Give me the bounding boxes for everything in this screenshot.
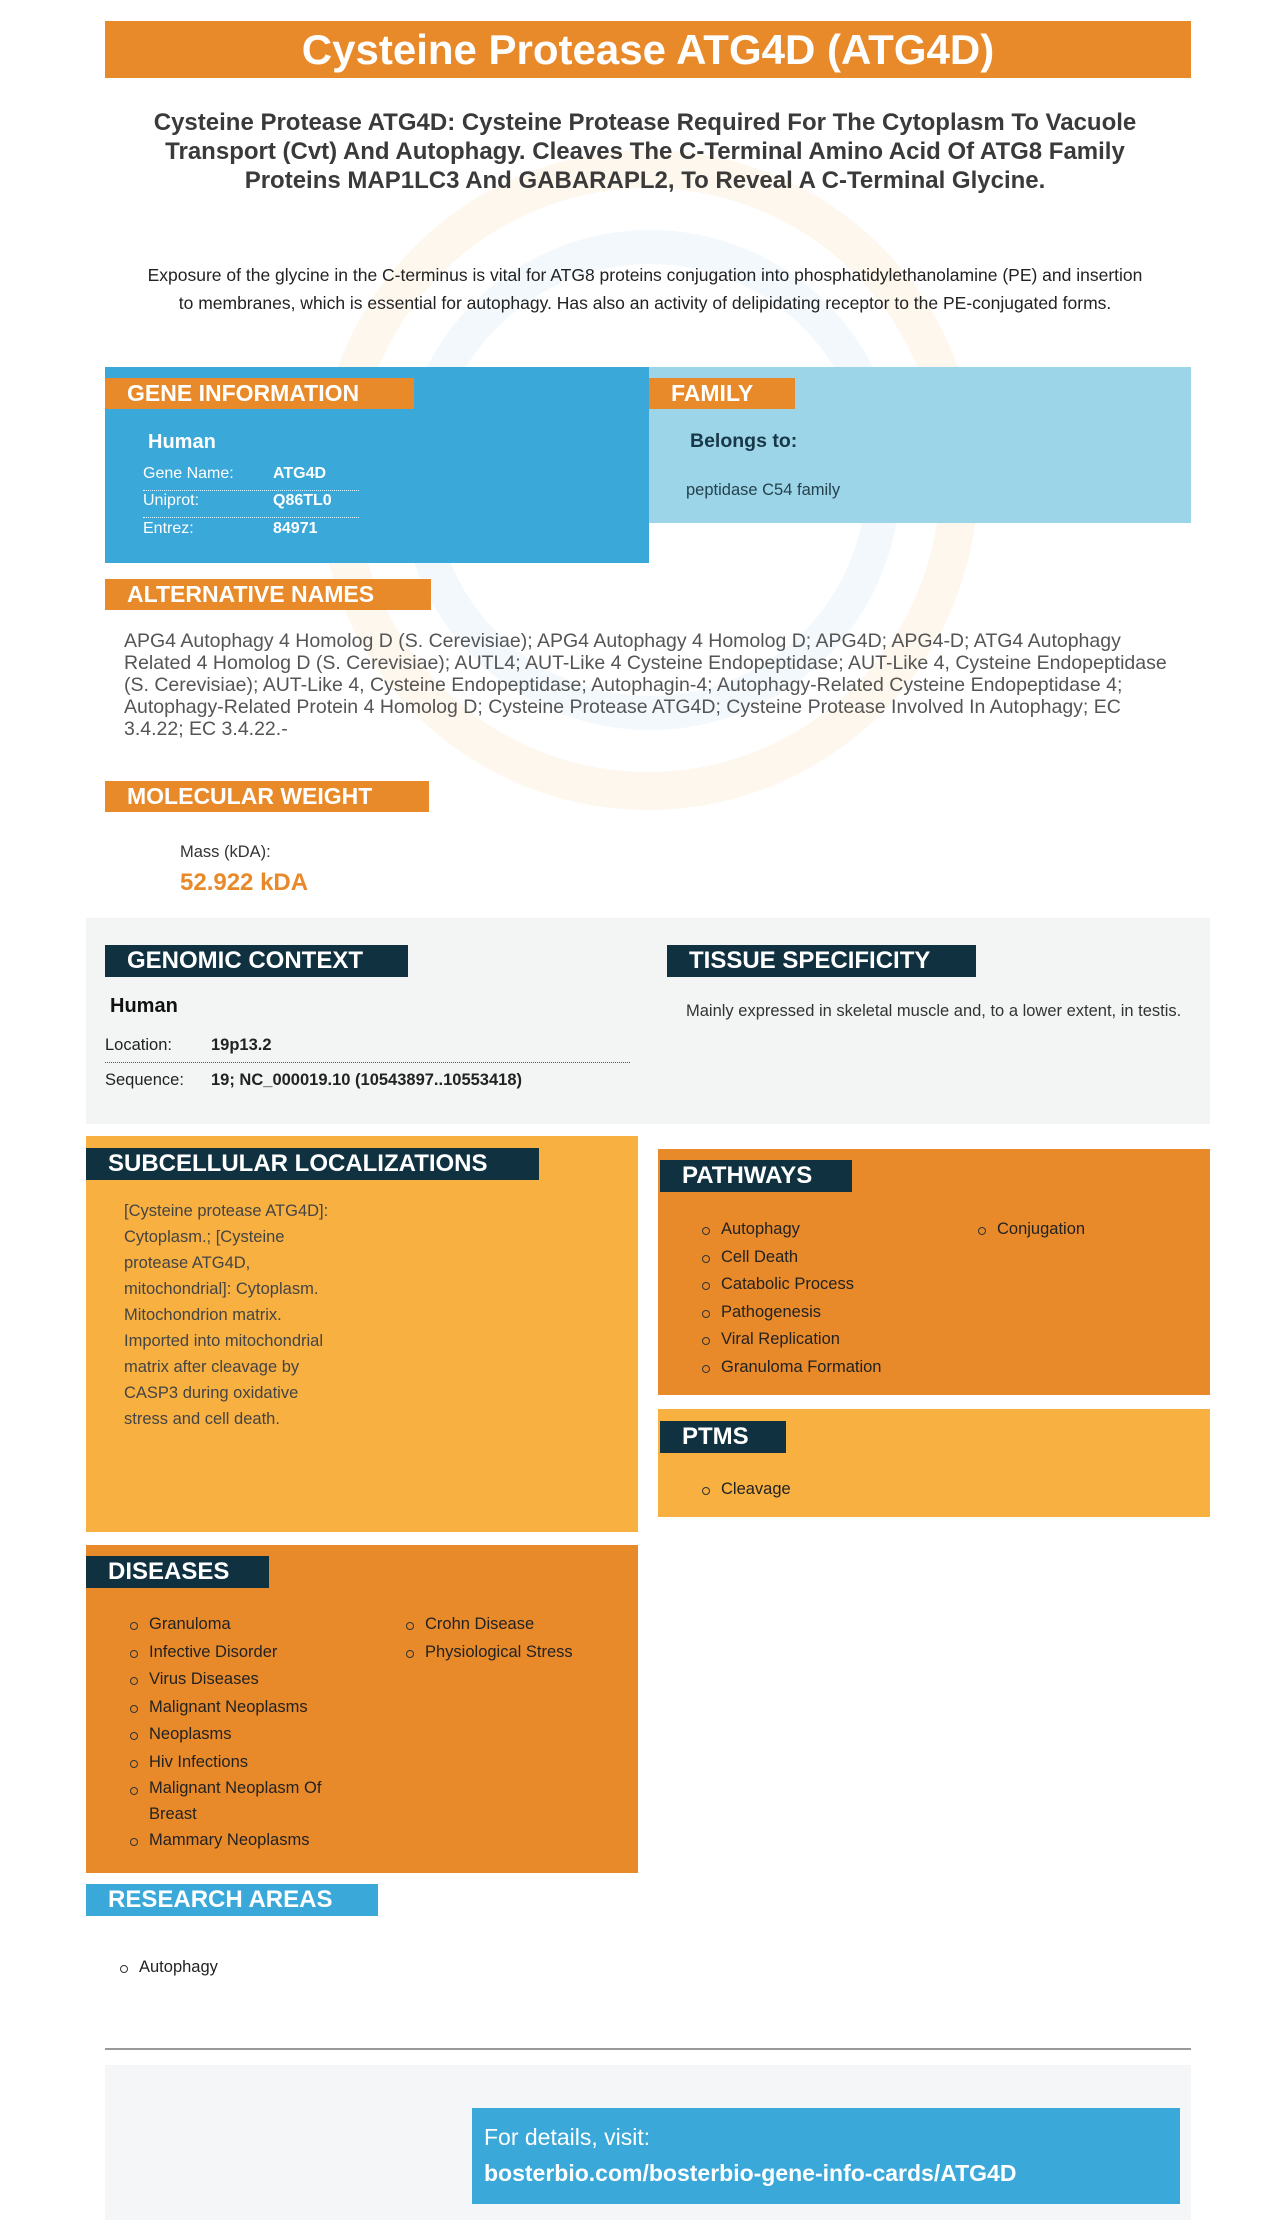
disease-item: Neoplasms	[128, 1721, 368, 1749]
uniprot-value[interactable]: Q86TL0	[273, 492, 332, 509]
tissue-specificity-label: TISSUE SPECIFICITY	[667, 945, 976, 977]
diseases-list-col1	[128, 1611, 368, 1855]
family-value: peptidase C54 family	[686, 481, 841, 499]
function-summary: Exposure of the glycine in the C-terminus is vital for ATG8 proteins conjugation into phosphatidylethanolamine (PE) and insertion to membranes, which is essential for autophagy. Has also an activity of delipidating receptor to the PE-conjugated forms.	[147, 265, 1143, 313]
gene-information-label: GENE INFORMATION	[105, 378, 414, 409]
pathway-item: Catabolic Process	[700, 1271, 881, 1299]
pathway-item: Cell Death	[700, 1244, 881, 1272]
family-label: FAMILY	[649, 378, 795, 409]
molecular-weight-label: MOLECULAR WEIGHT	[105, 781, 429, 812]
location-value: 19p13.2	[211, 1036, 272, 1054]
pathway-item: Pathogenesis	[700, 1299, 881, 1327]
pathways-label: PATHWAYS	[660, 1160, 852, 1192]
mass-value: 52.922 kDA	[180, 869, 309, 896]
location-key: Location:	[105, 1036, 172, 1054]
belongs-to-label: Belongs to:	[690, 430, 798, 452]
gene-species: Human	[148, 431, 216, 453]
disease-item: Infective Disorder	[128, 1639, 368, 1667]
gene-name-key: Gene Name:	[143, 465, 234, 482]
disease-item: Malignant Neoplasms	[128, 1694, 368, 1722]
sequence-value: 19; NC_000019.10 (10543897..10553418)	[211, 1071, 523, 1089]
genomic-species: Human	[110, 995, 178, 1017]
ptms-label: PTMS	[660, 1421, 786, 1453]
disease-item: Hiv Infections	[128, 1749, 368, 1777]
uniprot-row	[143, 492, 359, 518]
gene-name-value: ATG4D	[273, 465, 327, 482]
subcellular-label: SUBCELLULAR LOCALIZATIONS	[86, 1148, 539, 1180]
location-row	[105, 1031, 630, 1063]
protein-headline: Cysteine Protease ATG4D: Cysteine Protease Required For The Cytoplasm To Vacuole Transport (Cvt) And Autophagy. Cleaves The C-Terminal Amino Acid Of ATG8 Family Proteins MAP1LC3 And GABARAPL2, To Reveal A C-Terminal Glycine.	[153, 109, 1137, 194]
pathways-list-col1	[700, 1216, 881, 1381]
details-link-box[interactable]	[472, 2108, 1180, 2204]
tissue-specificity-text: Mainly expressed in skeletal muscle and, to a lower extent, in testis.	[686, 1002, 1182, 1020]
mass-label: Mass (kDA):	[180, 843, 271, 861]
ptms-list	[700, 1476, 791, 1504]
family-panel	[649, 367, 1191, 523]
pathway-item: Autophagy	[700, 1216, 881, 1244]
sequence-row	[105, 1070, 630, 1098]
subcellular-panel	[86, 1136, 638, 1532]
research-areas-list	[118, 1954, 218, 1982]
disease-item: Granuloma	[128, 1611, 368, 1639]
entrez-value[interactable]: 84971	[273, 520, 318, 537]
ptms-panel	[658, 1409, 1210, 1517]
uniprot-key: Uniprot:	[143, 492, 200, 509]
sequence-key: Sequence:	[105, 1071, 184, 1089]
details-prompt: For details, visit:	[484, 2124, 651, 2150]
pathway-item: Granuloma Formation	[700, 1354, 881, 1382]
disease-item: Physiological Stress	[404, 1639, 573, 1667]
disease-item: Virus Diseases	[128, 1666, 368, 1694]
research-areas-label: RESEARCH AREAS	[86, 1884, 378, 1916]
alternative-names-text: APG4 Autophagy 4 Homolog D (S. Cerevisiae); APG4 Autophagy 4 Homolog D; APG4D; APG4-D; ATG4 Autophagy Related 4 Homolog D (S. Cerevisiae); AUTL4; AUT-Like 4 Cysteine Endopeptidase; AUT-Like 4, Cysteine Endopeptidase (S. Cerevisiae); AUT-Like 4, Cysteine Endopeptidase; Autophagin-4; Autophagy-Related Cysteine Endopeptidase 4; Autophagy-Related Protein 4 Homolog D; Cysteine Protease ATG4D; Cysteine Protease Involved In Autophagy; EC 3.4.22; EC 3.4.22.-	[124, 630, 1167, 740]
disease-item: Malignant Neoplasm Of Breast	[128, 1776, 368, 1827]
ptm-item: Cleavage	[700, 1476, 791, 1504]
diseases-label: DISEASES	[86, 1556, 269, 1588]
genomic-context-label: GENOMIC CONTEXT	[105, 945, 408, 977]
pathway-item: Viral Replication	[700, 1326, 881, 1354]
pathways-list-col2	[976, 1216, 1085, 1244]
disease-item: Mammary Neoplasms	[128, 1827, 368, 1855]
subcellular-text: [Cysteine protease ATG4D]: Cytoplasm.; [Cysteine protease ATG4D, mitochondrial]: Cytoplasm. Mitochondrion matrix. Imported into mitochondrial matrix after cleavage by CASP3 during oxidative stress and cell death.	[124, 1202, 329, 1428]
alternative-names-label: ALTERNATIVE NAMES	[105, 579, 431, 610]
diseases-panel	[86, 1545, 638, 1873]
pathway-item: Conjugation	[976, 1216, 1085, 1244]
entrez-key: Entrez:	[143, 520, 194, 537]
gene-name-row	[143, 465, 359, 491]
disease-item: Crohn Disease	[404, 1611, 573, 1639]
details-url[interactable]: bosterbio.com/bosterbio-gene-info-cards/ATG4D	[484, 2160, 1017, 2186]
footer-divider	[105, 2048, 1191, 2050]
research-area-item: Autophagy	[118, 1954, 218, 1982]
diseases-list-col2	[404, 1611, 573, 1666]
page-title: Cysteine Protease ATG4D (ATG4D)	[105, 21, 1191, 78]
entrez-row	[143, 520, 359, 544]
pathways-panel	[658, 1149, 1210, 1395]
gene-information-panel	[105, 367, 649, 563]
